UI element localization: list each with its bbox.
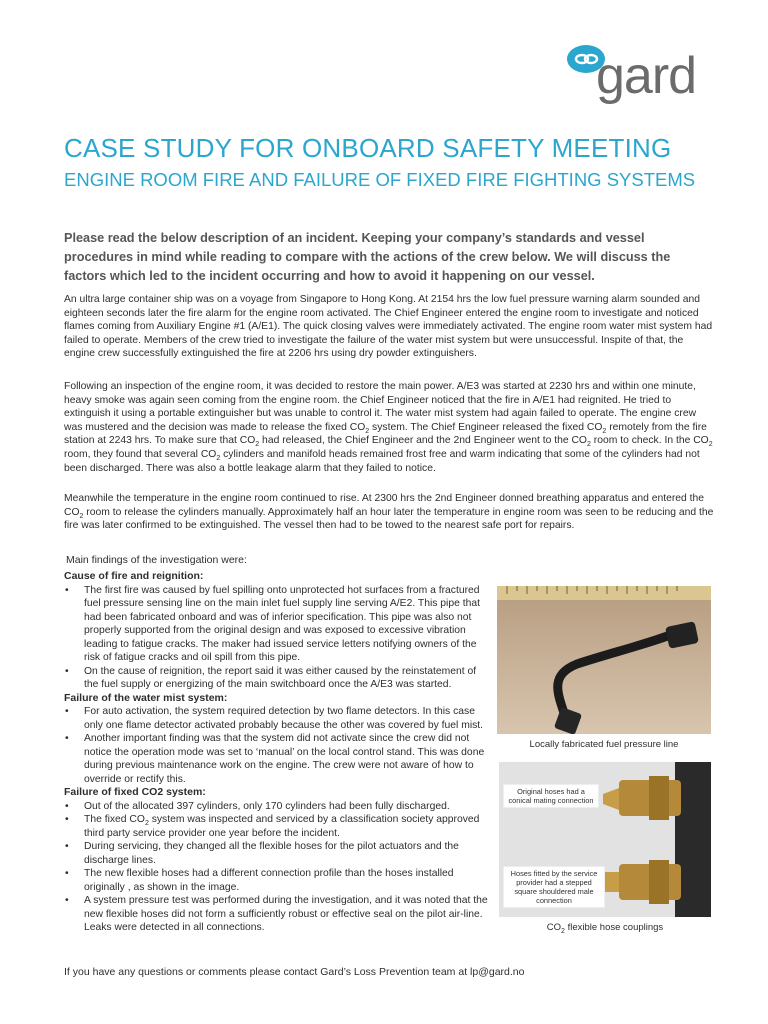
paragraph-2: [64, 380, 716, 475]
findings-column: [64, 570, 492, 935]
co2-hose-couplings-photo: [499, 762, 711, 917]
paragraph-2-part: had released, the Chief Engineer and the 2nd Engineer went to the CO: [259, 435, 587, 447]
paragraph-2-part: system. The Chief Engineer released the fixed CO: [369, 421, 603, 433]
footer-contact: If you have any questions or comments please contact Gard’s Loss Prevention team at lp@gard.no: [64, 966, 525, 978]
paragraph-1: An ultra large container ship was on a voyage from Singapore to Hong Kong. At 2154 hrs the low fuel pressure warning alarm sounded and eighteen seconds later the fire alarm for the engine room activated. The Chief Engineer entered the engine room to investigate and noticed flames coming from Auxiliary Engine #1 (A/E1). The quick closing valves were immediately activated. The engine room water mist system had failed to operate. Members of the crew tried to investigate the failure of the water mist system but were unsuccessful. Inspite of that, the engine crew successfully extinguished the fire at 2206 hrs using dry powder extinguishers.: [64, 294, 713, 360]
paragraph-2-part: cylinders and manifold heads remained frost free and warm indicating that some of the cylinders had not been discharged. There was also a bottle leakage alarm that they failed to notice.: [64, 448, 700, 474]
paragraph-3-part: Meanwhile the temperature in the engine room continued to rise. At 2300 hrs the 2nd Engineer donned breathing apparatus and entered the CO: [64, 493, 705, 518]
section-heading-fire: Cause of fire and reignition:: [64, 570, 204, 582]
list-item: [64, 705, 492, 732]
original-hoses-label: Original hoses had a conical mating connection: [503, 784, 599, 808]
paragraph-3: [64, 492, 716, 533]
subscript: 2: [602, 427, 607, 435]
bullet: •: [65, 814, 69, 825]
bullet: •: [65, 895, 69, 906]
bullet: •: [65, 665, 69, 677]
figure-1-caption: Locally fabricated fuel pressure line: [529, 739, 679, 750]
bullet: •: [65, 733, 69, 744]
list-item: [64, 800, 492, 814]
fuel-pressure-line-illustration: [497, 586, 711, 734]
list-item: [64, 813, 492, 840]
list-item-text: During servicing, they changed all the flexible hoses for the pilot actuators and the discharge lines.: [84, 841, 459, 866]
page-title: CASE STUDY FOR ONBOARD SAFETY MEETING: [64, 133, 672, 163]
list-item: [64, 584, 492, 665]
list-item-text: A system pressure test was performed during the investigation, and it was noted that the new flexible hoses did not form a sufficiently robust or effective seal on the pilot air-line. Leaks were detected in all connections.: [84, 895, 488, 933]
list-item-text: The first fire was caused by fuel spilling onto unprotected hot surfaces from a fractured fuel pressure sensing line on the main inlet fuel supply line serving A/E2. This pipe that had been fabricated onboard and was of inferior specification. This pipe was also not properly supported from the original design and was exposed to excessive vibration leading to fatigue cracks. The maker had issued service letters notifying owners of the risk of fatigue cracks and oil spill from this pipe.: [84, 584, 480, 663]
bullet: •: [65, 841, 69, 852]
list-item: [64, 732, 492, 786]
list-item-text: Out of the allocated 397 cylinders, only 170 cylinders had been fully discharged.: [84, 800, 450, 812]
bullet: •: [65, 800, 69, 812]
list-item: [64, 665, 492, 692]
list-item-text: On the cause of reignition, the report said it was either caused by the reinstatement of the fuel supply or energizing of the main switchboard once the A/E3 was started.: [84, 665, 477, 690]
subscript: 2: [216, 455, 221, 463]
list-item-text: Another important finding was that the system did not activate since the crew did not notice the operation mode was set to ‘manual’ on the local control stand. This was done during previous maintenance work on the engine. The crew were not aware of how to override or rectify this.: [84, 733, 485, 785]
paragraph-2-part: Following an inspection of the engine room, it was decided to restore the main power. A/E3 was started at 2230 hrs and within one minute, heavy smoke was again seen coming from the engine room. the Chief Engineer noticed that the fire in A/E1 had reignited. He tried to extinguish it using a portable extinguisher but was unable to control it. The water mist system had again failed to operate. The engine crew was mustered and the decision was made to release the fixed CO: [64, 381, 697, 433]
section-heading-co2: Failure of fixed CO2 system:: [64, 786, 206, 798]
subscript: 2: [144, 820, 149, 828]
co2-list: [64, 800, 492, 935]
fuel-pressure-line-photo: [497, 586, 711, 734]
page-subtitle: ENGINE ROOM FIRE AND FAILURE OF FIXED FIRE FIGHTING SYSTEMS: [64, 169, 696, 190]
bullet: •: [65, 584, 69, 596]
findings-label: Main findings of the investigation were:: [66, 554, 247, 566]
caption-part: flexible hose couplings: [564, 922, 664, 933]
list-item: [64, 867, 492, 894]
paragraph-2-part: remotely from the fire station at 2243 hrs. To make sure that CO: [64, 421, 707, 447]
paragraph-2-part: room, they found that several CO: [64, 448, 217, 460]
subscript: 2: [365, 427, 370, 435]
list-item: [64, 840, 492, 867]
list-item-text: The fixed CO: [84, 814, 145, 825]
subscript: 2: [586, 441, 591, 449]
fire-list: [64, 584, 492, 692]
caption-part: CO: [546, 922, 562, 933]
list-item-text: The new flexible hoses had a different connection profile than the hoses installed originally , as shown in the image.: [84, 868, 454, 893]
gard-logo-text: gard: [596, 47, 697, 105]
list-item-text: system was inspected and serviced by a classification society approved third party service provider one year before the incident.: [84, 814, 480, 839]
list-item: [64, 894, 492, 935]
subscript: 2: [708, 441, 713, 449]
gard-logo: [566, 42, 716, 114]
subscript: 2: [561, 927, 565, 935]
bullet: •: [65, 706, 69, 717]
mist-list: [64, 705, 492, 786]
figure-2-caption: [499, 922, 711, 933]
paragraph-2-part: room to check. In the CO: [590, 435, 709, 447]
subscript: 2: [255, 441, 260, 449]
service-hoses-label: Hoses fitted by the service provider had a stepped square shouldered male connection: [503, 866, 605, 908]
list-item-text: For auto activation, the system required detection by two flame detectors. In this case only one flame detector activated probably because the other was covered by fuel mist.: [84, 706, 484, 731]
intro-text: Please read the below description of an incident. Keeping your company’s standards and vessel procedures in mind while reading to compare with the actions of the crew below. We will discuss the factors which led to the incident occurring and how to avoid it happening on our vessel.: [64, 231, 671, 283]
bullet: •: [65, 868, 69, 879]
subscript: 2: [79, 512, 84, 520]
section-heading-mist: Failure of the water mist system:: [64, 691, 228, 704]
paragraph-3-part: room to release the cylinders manually. Approximately half an hour later the temperature in engine room was seen to be reducing and the fire was later confirmed to be extinguished. The vessel then had to be towed to the nearest safe port for repairs.: [64, 506, 714, 532]
